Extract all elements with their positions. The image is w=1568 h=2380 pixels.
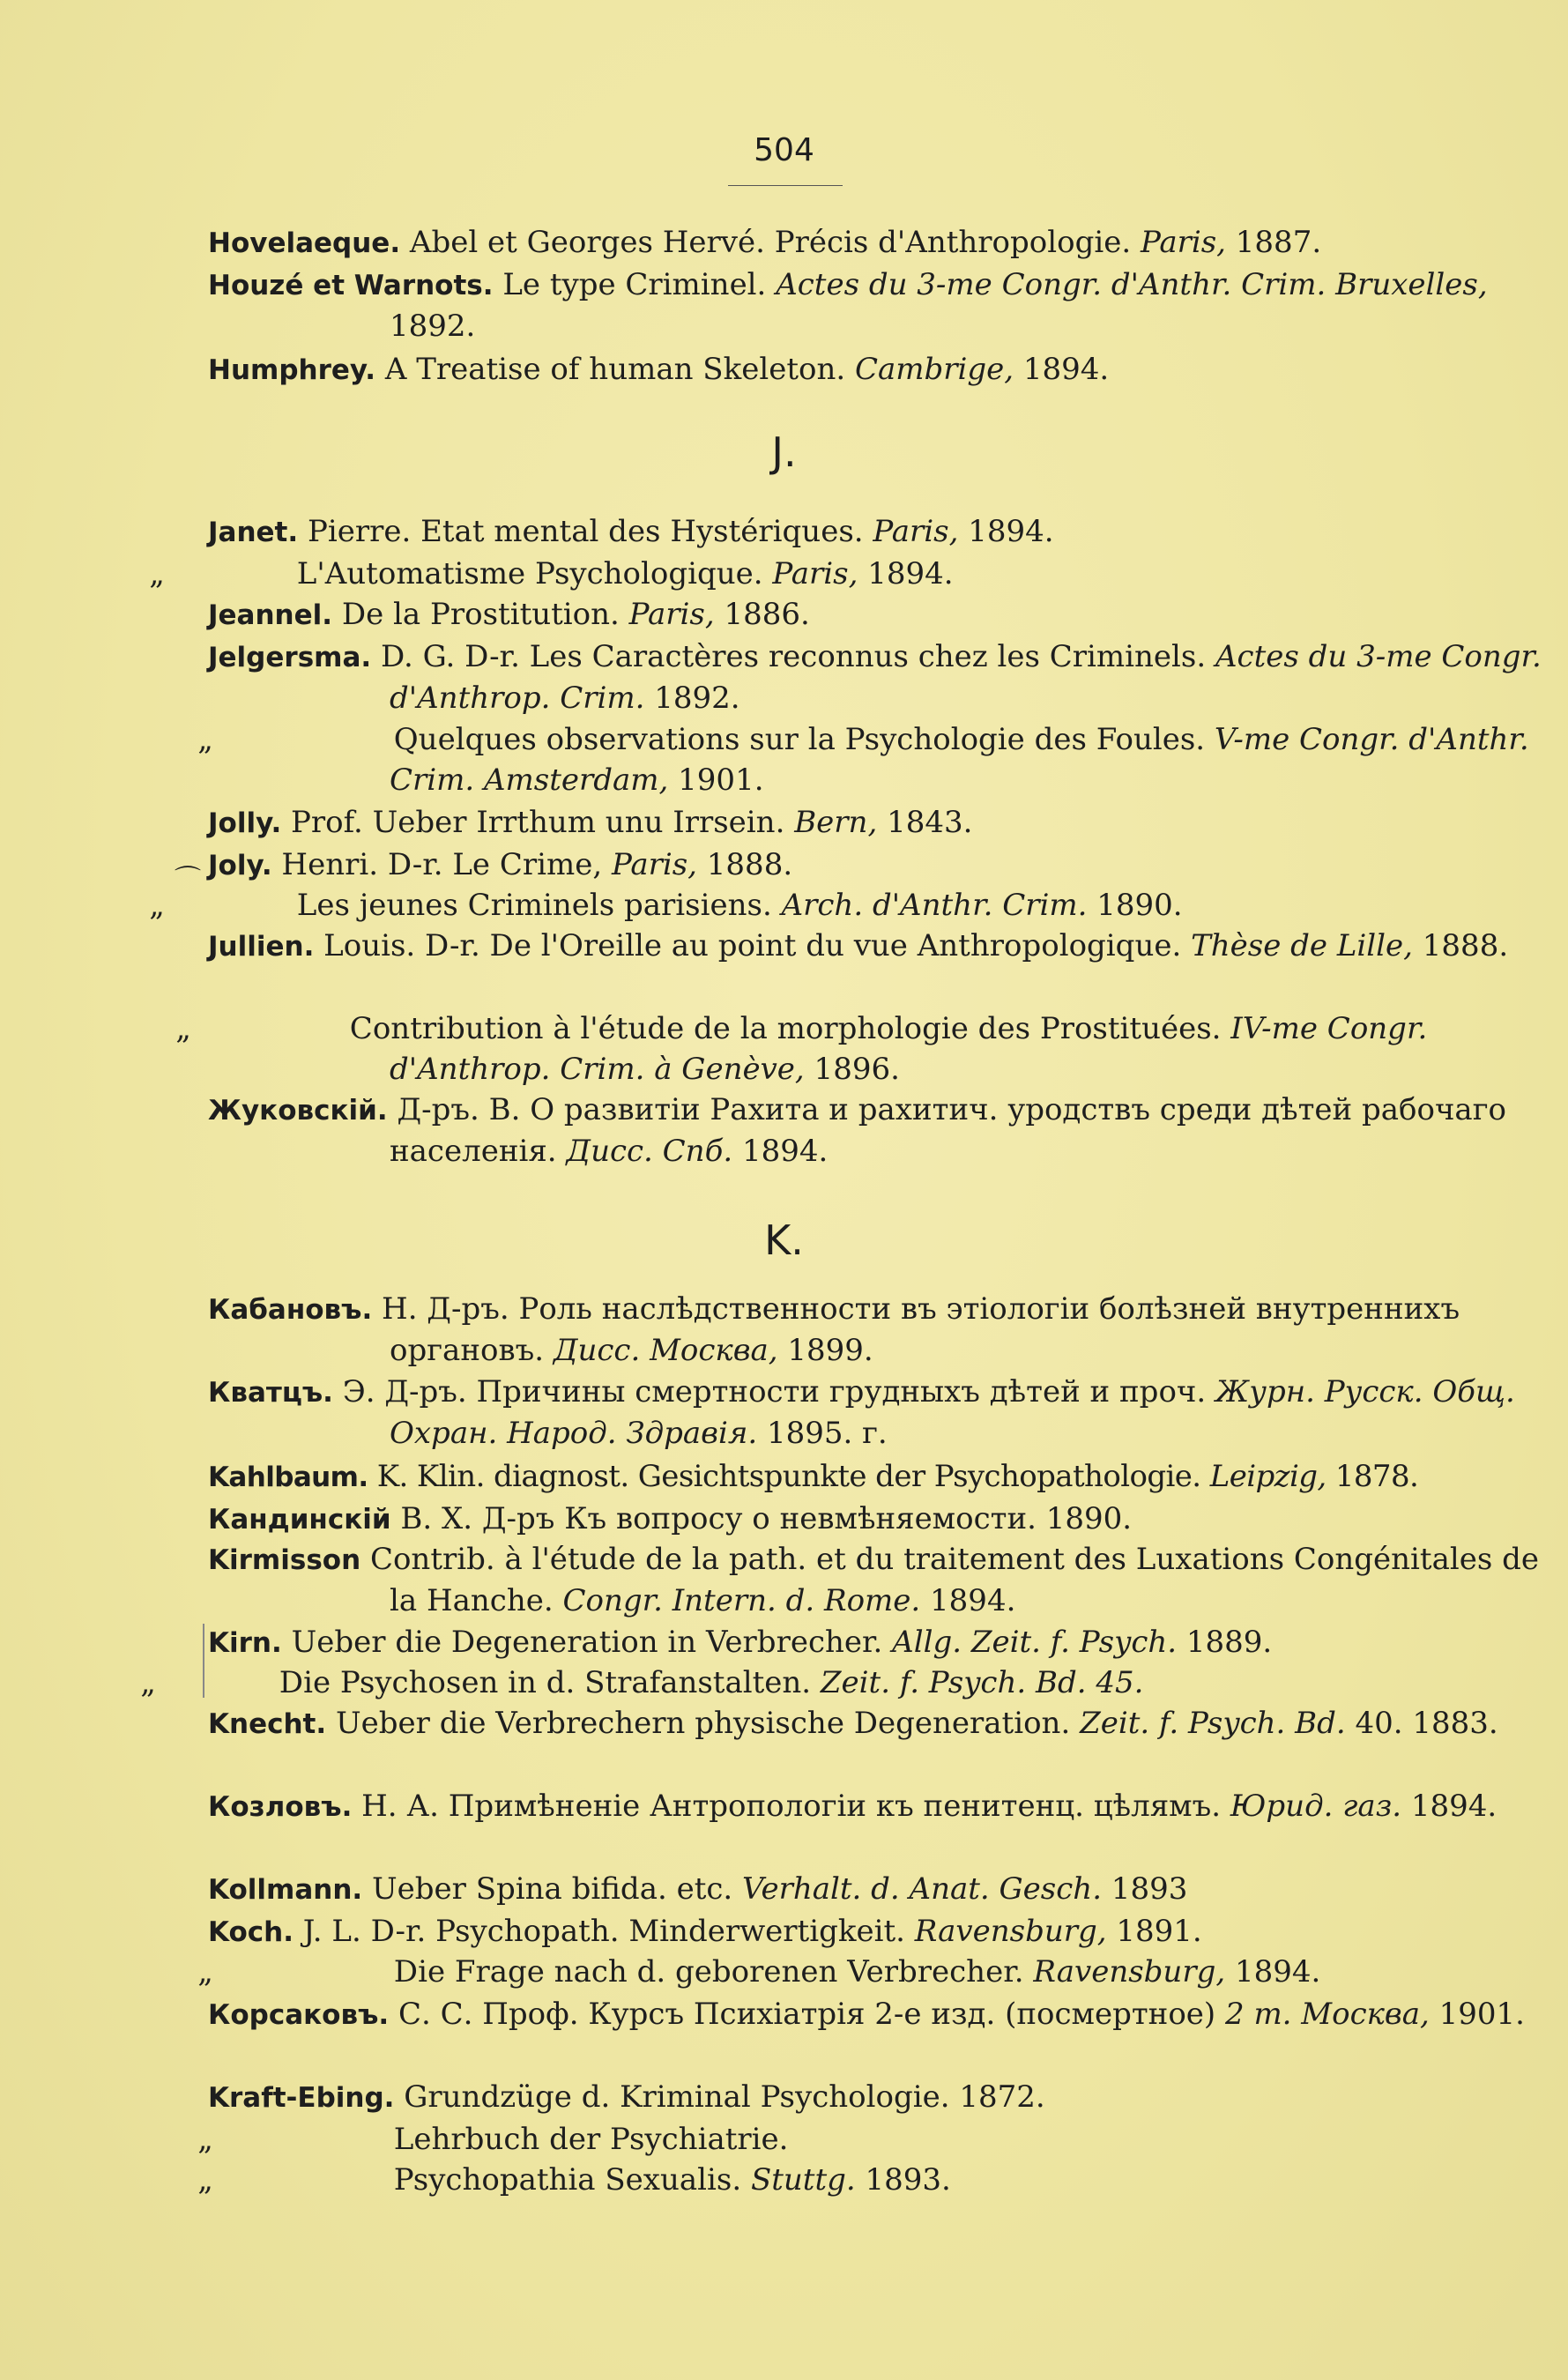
entry-author: Houzé et Warnots. <box>208 270 494 301</box>
entry-author: Knecht. <box>208 1708 327 1740</box>
bib-entry: Kollmann. Ueber Spina bifida. etc. Verhalt. d. Anat. Gesch. 1893 <box>208 1871 1188 1907</box>
entry-author: Jolly. <box>208 807 282 839</box>
bib-entry: Кватцъ. Э. Д-ръ. Причины смертности грудныхъ дѣтей и проч. Журн. Русск. Общ. Охран. Народ. Здравія. 1895. г. <box>208 1374 1515 1451</box>
bib-entry: „ Les jeunes Criminels parisiens. Arch. d'Anthr. Crim. 1890. <box>208 885 1555 926</box>
ditto-mark: „ <box>197 2122 213 2157</box>
bib-entry: Janet. Pierre. Etat mental des Hystériques. Paris, 1894. <box>208 514 1054 549</box>
bib-entry: „ Quelques observations sur la Psychologie des Foules. V-me Congr. d'Anthr. Crim. Amsterdam, 1901. <box>208 719 1555 800</box>
ditto-mark: „ <box>197 2162 213 2198</box>
bib-entry: Koch. J. L. D-r. Psychopath. Minderwertigkeit. Ravensburg, 1891. <box>208 1914 1202 1949</box>
ditto-mark: „ <box>149 556 165 591</box>
margin-bar <box>203 1624 204 1698</box>
bib-entry: „ Die Frage nach d. geborenen Verbrecher. Ravensburg, 1894. <box>208 1952 1555 1992</box>
bib-entry: Hovelaeque. Abel et Georges Hervé. Précis d'Anthropologie. Paris, 1887. <box>208 225 1322 260</box>
entry-author: Кватцъ. <box>208 1377 333 1409</box>
section-letter-k: K. <box>764 1216 804 1264</box>
entry-author: Жуковскій. <box>208 1095 388 1127</box>
bib-entry: Козловъ. Н. А. Примѣненіе Антропологіи къ пенитенц. цѣлямъ. Юрид. газ. 1894. <box>208 1789 1497 1824</box>
entry-author: Humphrey. <box>208 354 376 386</box>
entry-author: Kirn. <box>208 1627 282 1659</box>
entry-author: Kollmann. <box>208 1874 363 1906</box>
entry-author: Koch. <box>208 1916 294 1948</box>
bib-entry: Humphrey. A Treatise of human Skeleton. Cambrige, 1894. <box>208 352 1110 387</box>
bib-entry: Knecht. Ueber die Verbrechern physische Degeneration. Zeit. f. Psych. Bd. 40. 1883. <box>208 1706 1498 1741</box>
bib-entry: Kirn. Ueber die Degeneration in Verbrecher. Allg. Zeit. f. Psych. 1889. <box>208 1625 1273 1660</box>
entry-author: Кабановъ. <box>208 1294 373 1326</box>
entry-author: Kahlbaum. <box>208 1461 368 1493</box>
bib-entry: „ Lehrbuch der Psychiatrie. <box>208 2119 1555 2160</box>
entry-author: Kirmisson <box>208 1544 361 1576</box>
bib-entry: Jullien. Louis. D-r. De l'Oreille au point du vue Anthropologique. Thèse de Lille, 1888. <box>208 928 1509 963</box>
ditto-mark: „ <box>149 888 165 923</box>
bib-entry: Kirmisson Contrib. à l'étude de la path. et du traitement des Luxations Congénitales de la Hanche. Congr. Intern. d. Rome. 1894. <box>208 1542 1539 1618</box>
bib-entry: Кабановъ. Н. Д-ръ. Роль наслѣдственности въ этіологіи болѣзней внутреннихъ органовъ. Дисс. Москва, 1899. <box>208 1291 1460 1368</box>
entry-author: Joly. <box>208 850 272 881</box>
bib-entry: „ L'Automatisme Psychologique. Paris, 1894. <box>208 554 1555 594</box>
bib-entry: Kraft-Ebing. Grundzüge d. Kriminal Psychologie. 1872. <box>208 2079 1045 2115</box>
bib-entry: Jolly. Prof. Ueber Irrthum unu Irrsein. Bern, 1843. <box>208 805 973 840</box>
margin-mark: ⌒ <box>175 865 201 896</box>
ditto-mark: „ <box>175 1011 191 1046</box>
ditto-mark: „ <box>140 1665 156 1700</box>
page-number: 504 <box>754 132 814 168</box>
divider <box>728 185 843 186</box>
bib-entry: „ Contribution à l'étude de la morphologie des Prostituées. IV-me Congr. d'Anthrop. Crim. à Genève, 1896. <box>208 1008 1555 1090</box>
bib-entry: Kahlbaum. K. Klin. diagnost. Gesichtspunkte der Psychopathologie. Leipzig, 1878. <box>208 1459 1419 1494</box>
entry-author: Кандинскій <box>208 1504 391 1536</box>
entry-author: Kraft-Ebing. <box>208 2082 395 2114</box>
entry-author: Jelgersma. <box>208 642 372 673</box>
section-letter-j: J. <box>771 428 797 476</box>
bib-entry: Houzé et Warnots. Le type Criminel. Actes du 3-me Congr. d'Anthr. Crim. Bruxelles, 1892. <box>208 267 1488 344</box>
bib-entry: Жуковскій. Д-ръ. В. О развитіи Рахита и рахитич. уродствъ среди дѣтей рабочаго населенія. Дисс. Спб. 1894. <box>208 1092 1506 1169</box>
bib-entry: Jeannel. De la Prostitution. Paris, 1886. <box>208 597 810 632</box>
ditto-mark: „ <box>197 1954 213 1990</box>
entry-author: Jullien. <box>208 931 315 963</box>
entry-author: Корсаковъ. <box>208 1999 390 2031</box>
bib-entry: Корсаковъ. С. С. Проф. Курсъ Психіатрія 2-е изд. (посмертное) 2 т. Москва, 1901. <box>208 1997 1525 2032</box>
bib-entry: „ Die Psychosen in d. Strafanstalten. Zeit. f. Psych. Bd. 45. <box>208 1662 1555 1703</box>
ditto-mark: „ <box>197 722 213 757</box>
entry-author: Hovelaeque. <box>208 227 401 259</box>
bib-entry: Jelgersma. D. G. D-r. Les Caractères reconnus chez les Criminels. Actes du 3-me Congr. d'Anthrop. Crim. 1892. <box>208 639 1542 716</box>
bib-entry: „ Psychopathia Sexualis. Stuttg. 1893. <box>208 2160 1555 2200</box>
bib-entry: Кандинскій В. Х. Д-ръ Къ вопросу о невмѣняемости. 1890. <box>208 1501 1133 1536</box>
entry-author: Janet. <box>208 517 299 548</box>
entry-author: Jeannel. <box>208 599 333 631</box>
bib-entry: Joly. Henri. D-r. Le Crime, Paris, 1888. <box>208 847 793 882</box>
entry-author: Козловъ. <box>208 1791 353 1823</box>
